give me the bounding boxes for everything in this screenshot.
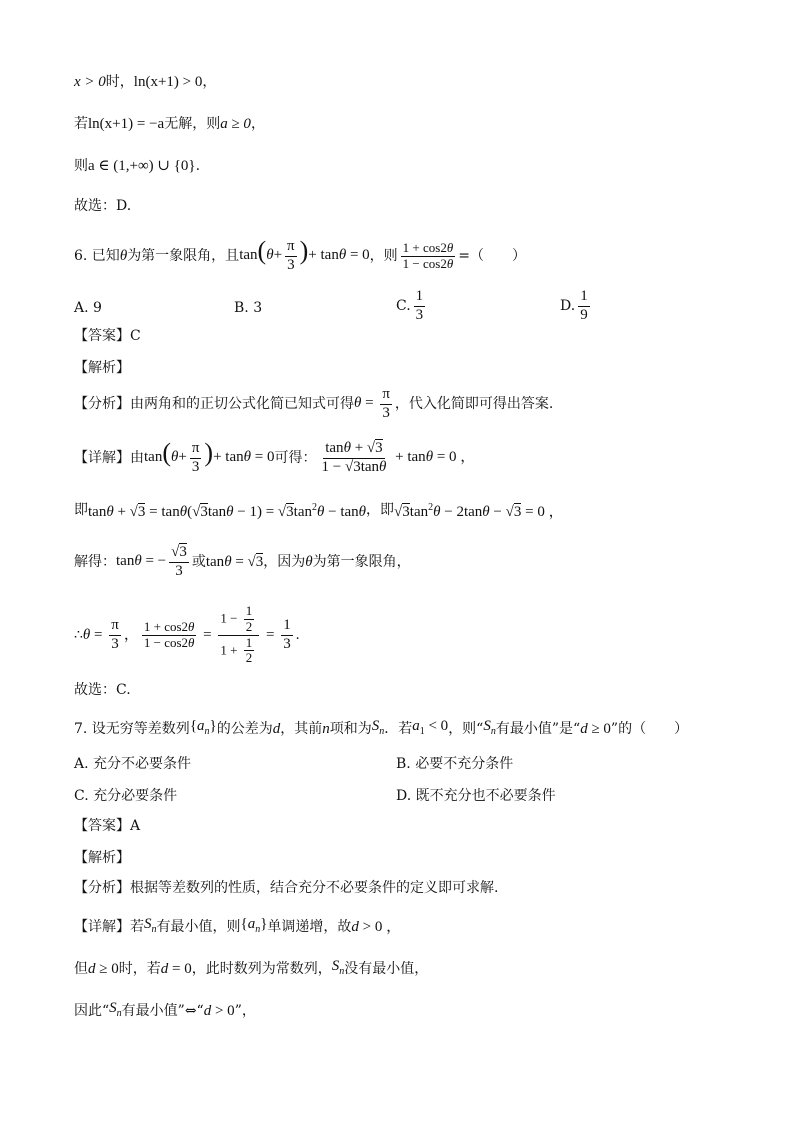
math-d-gt-0: d > 0 ， <box>351 919 402 935</box>
text: 但 <box>74 961 88 977</box>
math-sn: $S_n$ <box>331 958 345 977</box>
theta: θ <box>119 248 128 264</box>
q7-stem <box>74 716 688 742</box>
line-2 <box>74 114 265 134</box>
numerator: 1 <box>578 288 590 306</box>
math-sn: $S_n$ <box>371 718 385 737</box>
text: ，即 <box>366 502 395 518</box>
math-expanded: $\frac{\tan\theta + √3}{1 - √3\tan\theta}$ + tanθ = 0 ， <box>321 440 476 475</box>
q6-option-a: A. 9 <box>74 300 102 316</box>
q6-option-d <box>560 288 593 324</box>
q7-xiangjie <box>74 914 401 940</box>
text: 项和为 <box>329 721 372 737</box>
math-root2: tanθ = √3 <box>205 554 264 570</box>
text: ，其前 <box>280 721 323 737</box>
theta: θ <box>305 554 313 570</box>
numerator: 1 <box>414 288 426 306</box>
math-a1: $a_1 < 0$ <box>412 718 449 737</box>
text: 时，若 <box>118 961 161 977</box>
text: 单调递增，故 <box>267 919 352 935</box>
q6-ji <box>74 496 564 524</box>
math-sn: $S_n$ <box>483 718 496 737</box>
text: 有最小值”⇔“ <box>121 1003 204 1019</box>
q7-option-c: C. 充分必要条件 <box>74 788 178 804</box>
math-a-in: a ∈ (1,+∞) ∪ {0} <box>88 158 196 174</box>
text: 可得： <box>274 450 317 466</box>
text: 【详解】若 <box>74 919 144 935</box>
text: ．若 <box>384 721 413 737</box>
text: 的公差为 <box>216 721 273 737</box>
option-label: D. <box>560 298 576 314</box>
math-step1: $\tan\theta + √3 = \tan\theta(√3\tan\theta - 1) = √3\tan^2\theta - \tan\theta$ <box>88 502 367 520</box>
text: ， <box>202 74 217 90</box>
text: 若 <box>74 116 88 132</box>
math-ratio: $\frac{1 + \cos 2\theta}{1 - \cos 2\theta}$ <box>402 239 454 271</box>
text: 因此“ <box>74 1003 110 1019</box>
q6-option-c <box>396 288 428 324</box>
q6-analysis: 【解析】 <box>74 360 130 376</box>
math-x-gt-0: x > 0 <box>74 74 106 90</box>
text: ”， <box>234 1003 256 1019</box>
math-an: $\{a_n\}$ <box>189 718 217 737</box>
option-label: C. <box>396 298 411 314</box>
choice-line: 故选：D. <box>74 198 132 214</box>
text: ，此时数列为常数列， <box>191 961 332 977</box>
text: 【详解】由 <box>74 450 144 466</box>
text: 有最小值”是“ <box>495 721 581 737</box>
text: 有最小值，则 <box>156 919 241 935</box>
q7-analysis: 【解析】 <box>74 850 130 866</box>
line-3 <box>74 156 200 176</box>
text: 为第一象限角，且 <box>127 248 240 264</box>
fraction <box>414 288 426 324</box>
text: ， <box>250 116 265 132</box>
q7-yinci <box>74 998 256 1024</box>
math-n: n <box>322 721 330 737</box>
q6-choose: 故选：C. <box>74 682 131 698</box>
text: 则 <box>74 158 88 174</box>
math-sn: $S_n$ <box>109 1000 122 1019</box>
text: 7. 设无穷等差数列 <box>74 721 190 737</box>
q6-answer: 【答案】C <box>74 328 141 344</box>
math-step2: $√3\tan^2\theta - 2\tan\theta - √3 = 0$ ， <box>394 502 564 520</box>
q6-jiede <box>74 540 411 584</box>
math-d-ge-0: d ≥ 0 <box>580 721 611 737</box>
text: ，代入化简即可得出答案. <box>394 396 554 412</box>
text: 没有最小值， <box>344 961 429 977</box>
text: ，则“ <box>448 721 484 737</box>
text: 解得： <box>74 554 116 570</box>
text: . <box>195 158 201 174</box>
q7-option-a: A. 充分不必要条件 <box>74 756 192 772</box>
math-a-ge-0: a ≥ 0 <box>220 116 251 132</box>
denominator: 9 <box>580 306 588 323</box>
text: 无解，则 <box>164 116 221 132</box>
q6-therefore <box>74 602 300 666</box>
math-d-gt-0: d > 0 <box>203 1003 235 1019</box>
text: 即 <box>74 502 88 518</box>
text: 6. 已知 <box>74 248 120 264</box>
math-an: $\{a_n\}$ <box>240 916 268 935</box>
q7-dan <box>74 956 428 982</box>
text: ”的（ ） <box>610 721 689 737</box>
q6-xiangjie <box>74 438 475 478</box>
text: ，因为 <box>263 554 306 570</box>
text: =（ ） <box>458 248 526 264</box>
math-d-ge-0: d ≥ 0 <box>88 961 119 977</box>
math-root1: tanθ = − $\frac{√3}{3}$ <box>116 544 187 579</box>
math-sn: $S_n$ <box>144 916 157 935</box>
fraction <box>578 288 590 324</box>
math-d: d <box>272 721 281 737</box>
q7-option-d: D. 既不充分也不必要条件 <box>396 788 556 804</box>
line-1 <box>74 72 216 92</box>
math-d-eq-0: d = 0 <box>160 961 192 977</box>
math-tan-sum: tan(θ+ $\frac{\pi}{3}$ )+ tanθ = 0 <box>239 236 370 273</box>
math-given: tan(θ+ $\frac{\pi}{3}$ )+ tanθ = 0 <box>144 438 275 475</box>
text: 为第一象限角， <box>312 554 411 570</box>
math-ln-eq: ln(x+1) = −a <box>88 116 165 132</box>
text: ∴ <box>74 627 83 643</box>
q6-option-b: B. 3 <box>234 300 263 316</box>
q7-answer: 【答案】A <box>74 818 141 834</box>
math-ln: ln(x+1) > 0 <box>133 74 203 90</box>
q7-option-b: B. 必要不充分条件 <box>396 756 514 772</box>
q6-stem <box>74 236 526 276</box>
math-theta-pi3: θ = $\frac{\pi}{3}$ <box>354 386 390 421</box>
text: 【分析】由两角和的正切公式化简已知式可得 <box>74 396 354 412</box>
denominator: 3 <box>415 306 424 323</box>
text: ，则 <box>369 248 398 264</box>
text: 或 <box>191 554 206 570</box>
q7-fenxi: 【分析】根据等差数列的性质，结合充分不必要条件的定义即可求解. <box>74 880 499 896</box>
q6-fenxi <box>74 386 553 422</box>
math-final: θ = $\frac{\pi}{3}$ ， $\frac{1 + \cos 2\theta}{1 - \cos 2\theta}$ = 1 − $\frac{1}{2}$ 1 + $\frac{1}{2}$ = $\frac{1}{3}$ . <box>82 602 300 666</box>
text: 时， <box>105 74 134 90</box>
